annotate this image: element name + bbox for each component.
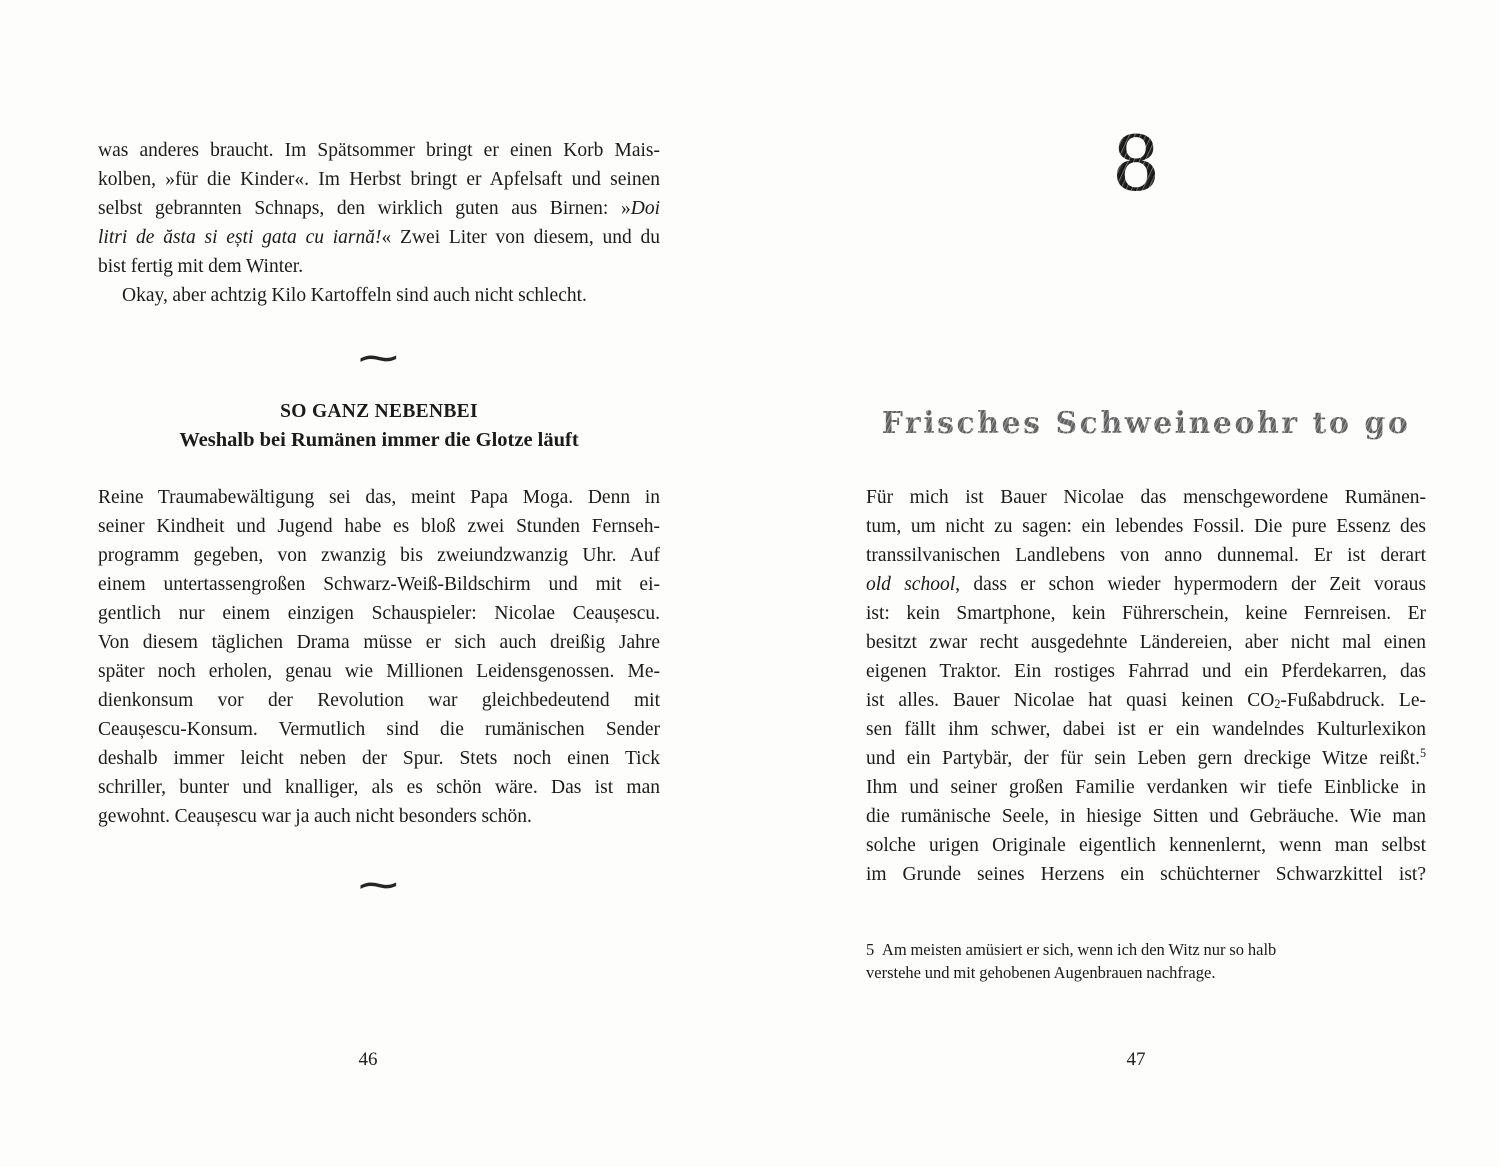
text-line: deshalb immer leicht neben der Spur. Stets noch einen Tick (98, 748, 660, 769)
text-line: eigenen Traktor. Ein rostiges Fahrrad und ein Pferdekarren, das (866, 661, 1426, 682)
text-line: Von diesem täglichen Drama müsse er sich auch dreißig Jahre (98, 632, 660, 653)
page-right (750, 0, 1500, 1167)
text-line: old school, dass er schon wieder hypermodern der Zeit voraus (866, 574, 1426, 595)
text-line: später noch erholen, genau wie Millionen Leidensgenossen. Me- (98, 661, 660, 682)
text-line: was anderes braucht. Im Spätsommer bringt er einen Korb Mais- (98, 140, 660, 161)
paragraph-body-right (866, 483, 1426, 889)
text-line: schriller, bunter und knalliger, als es schön wäre. Das ist man (98, 777, 660, 798)
text-line: selbst gebrannten Schnaps, den wirklich guten aus Birnen: »Doi (98, 198, 660, 219)
text-line: gentlich nur einem einzigen Schauspieler: Nicolae Ceaușescu. (98, 603, 660, 624)
tilde-glyph: ∼ (355, 339, 403, 378)
tilde-divider-icon (98, 337, 660, 381)
text-line: Für mich ist Bauer Nicolae das menschgewordene Rumänen- (866, 487, 1426, 508)
text-line: Reine Traumabewältigung sei das, meint Papa Moga. Denn in (98, 487, 660, 508)
text-line: sen fällt ihm schwer, dabei ist er ein wandelndes Kulturlexikon (866, 719, 1426, 740)
text-line: dienkonsum vor der Revolution war gleichbedeutend mit (98, 690, 660, 711)
text-line: seiner Kindheit und Jugend habe es bloß zwei Stunden Fernseh- (98, 516, 660, 537)
paragraph-body-left (98, 483, 660, 831)
text-line: tum, um nicht zu sagen: ein lebendes Fossil. Die pure Essenz des (866, 516, 1426, 537)
section-kicker: SO GANZ NEBENBEI (280, 401, 478, 422)
tilde-glyph: ∼ (355, 866, 403, 905)
text-line: gewohnt. Ceaușescu war ja auch nicht besonders schön. (98, 806, 532, 827)
text-line: besitzt zwar recht ausgedehnte Ländereien, aber nicht mal einen (866, 632, 1426, 653)
text-line: ist alles. Bauer Nicolae hat quasi keinen $CO_2$-Fußabdruck. Le- (866, 690, 1426, 712)
chapter-number: 8 (866, 126, 1406, 202)
text-line: kolben, »für die Kinder«. Im Herbst bringt er Apfelsaft und seinen (98, 169, 660, 190)
text-line: 5 Am meisten amüsiert er sich, wenn ich den Witz nur so halb (866, 940, 1277, 959)
text-line: die rumänische Seele, in hiesige Sitten und Gebräuche. Wie man (866, 806, 1426, 827)
left-text-top (98, 136, 660, 310)
text-line: einem untertassengroßen Schwarz-Weiß-Bildschirm und mit ei- (98, 574, 660, 595)
tilde-divider-icon-2 (98, 864, 660, 908)
text-line: und ein Partybär, der für sein Leben gern dreckige Witze reißt.$^5$ (866, 746, 1426, 769)
paragraph-okay (98, 281, 660, 310)
section-heading (98, 397, 660, 455)
text-line: litri de ăsta si ești gata cu iarnă!« Zwei Liter von diesem, und du (98, 227, 660, 248)
footnote (866, 938, 1426, 984)
section-title: Weshalb bei Rumänen immer die Glotze läuft (179, 429, 579, 451)
paragraph-continuation (98, 136, 660, 281)
page-number-right: 47 (1126, 1049, 1146, 1070)
text-line: programm gegeben, von zwanzig bis zweiundzwanzig Uhr. Auf (98, 545, 660, 566)
text-line: Ihm und seiner großen Familie verdanken wir tiefe Einblicke in (866, 777, 1426, 798)
text-line: verstehe und mit gehobenen Augenbrauen nachfrage. (866, 963, 1216, 982)
chapter-title: Frisches Schweineohr to go (866, 406, 1426, 442)
text-line: solche urigen Originale eigentlich kennenlernt, wenn man selbst (866, 835, 1426, 856)
page-number-left: 46 (358, 1049, 378, 1070)
text-line: transsilvanischen Landlebens von anno dunnemal. Er ist derart (866, 545, 1426, 566)
text-line: ist: kein Smartphone, kein Führerschein, keine Fernreisen. Er (866, 603, 1426, 624)
text-line: bist fertig mit dem Winter. (98, 256, 304, 277)
text-line: im Grunde seines Herzens ein schüchterner Schwarzkittel ist? (866, 864, 1426, 885)
text-line: Okay, aber achtzig Kilo Kartoffeln sind auch nicht schlecht. (122, 285, 587, 306)
text-line: Ceaușescu-Konsum. Vermutlich sind die rumänischen Sender (98, 719, 660, 740)
